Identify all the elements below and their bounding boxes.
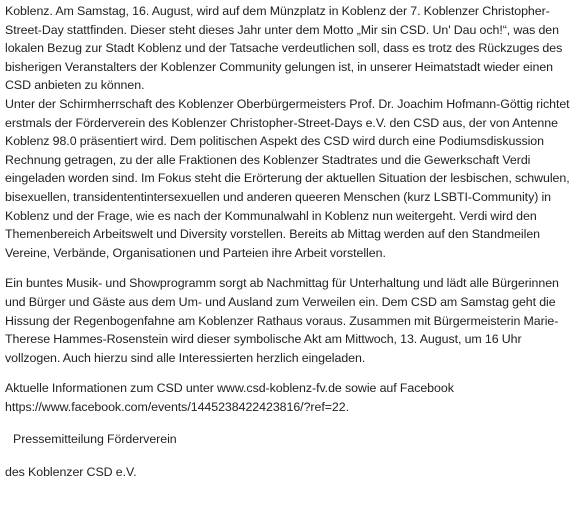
paragraph-program: Ein buntes Musik- und Showprogramm sorgt ab Nachmittag für Unterhaltung und lädt alle Bürgerinnen und Bürger und Gäste aus dem Um- und Ausland zum Verweilen ein. Dem CSD am Samstag geht die Hissung der Regenbogenfahne am Koblenzer Rathaus voraus. Zusammen mit Bürgermeisterin Marie-Therese Hammes-Rosenstein wird dieser symbolische Akt am Mittwoch, 13. August, um 16 Uhr vollzogen. Auch hierzu sind alle Interessierten herzlich eingeladen. (5, 276, 559, 365)
paragraph-intro: Koblenz. Am Samstag, 16. August, wird auf dem Münzplatz in Koblenz der 7. Koblenzer Christopher-Street-Day stattfinden. Dieser steht dieses Jahr unter dem Motto „Mir sin CSD. Un' Dau och!“, was den lokalen Bezug zur Stadt Koblenz und der Tatsache verdeutlichen soll, dass es trotz des Rückzuges des bisherigen Veranstalters der Koblenzer Community gelungen ist, in unserer Heimatstadt wieder einen CSD anbieten zu können. (5, 4, 563, 93)
paragraph-patronage: Unter der Schirmherrschaft des Koblenzer Oberbürgermeisters Prof. Dr. Joachim Hofmann-Göttig richtet erstmals der Förderverein des Koblenzer Christopher-Street-Days e.V. den CSD aus, der von Antenne Koblenz 98.0 präsentiert wird. Dem politischen Aspekt des CSD wird durch eine Podiumsdiskussion Rechnung getragen, zu der alle Fraktionen des Koblenzer Stadtrates und die Gewerkschaft Verdi eingeladen worden sind. Im Fokus steht die Erörterung der aktuellen Situation der lesbischen, schwulen, bisexuellen, transidententintersexuellen und anderen queeren Menschen (kurz LSBTI-Community) in Koblenz und der Frage, wie es nach der Kommunalwahl in Koblenz nun weitergeht. Verdi wird den Themenbereich Arbeitswelt und Diversity vorstellen. Bereits ab Mittag werden auf den Standmeilen Vereine, Verbände, Organisationen und Parteien ihre Arbeit vorstellen. (5, 96, 570, 260)
press-release-organization: des Koblenzer CSD e.V. (5, 465, 137, 480)
article-body (0, 2, 580, 482)
paragraph-info-links: Aktuelle Informationen zum CSD unter www.csd-koblenz-fv.de sowie auf Facebook https://www.facebook.com/events/1445238422423816/?ref=22. (5, 381, 454, 414)
press-release-label: Pressemitteilung Förderverein (13, 432, 177, 447)
